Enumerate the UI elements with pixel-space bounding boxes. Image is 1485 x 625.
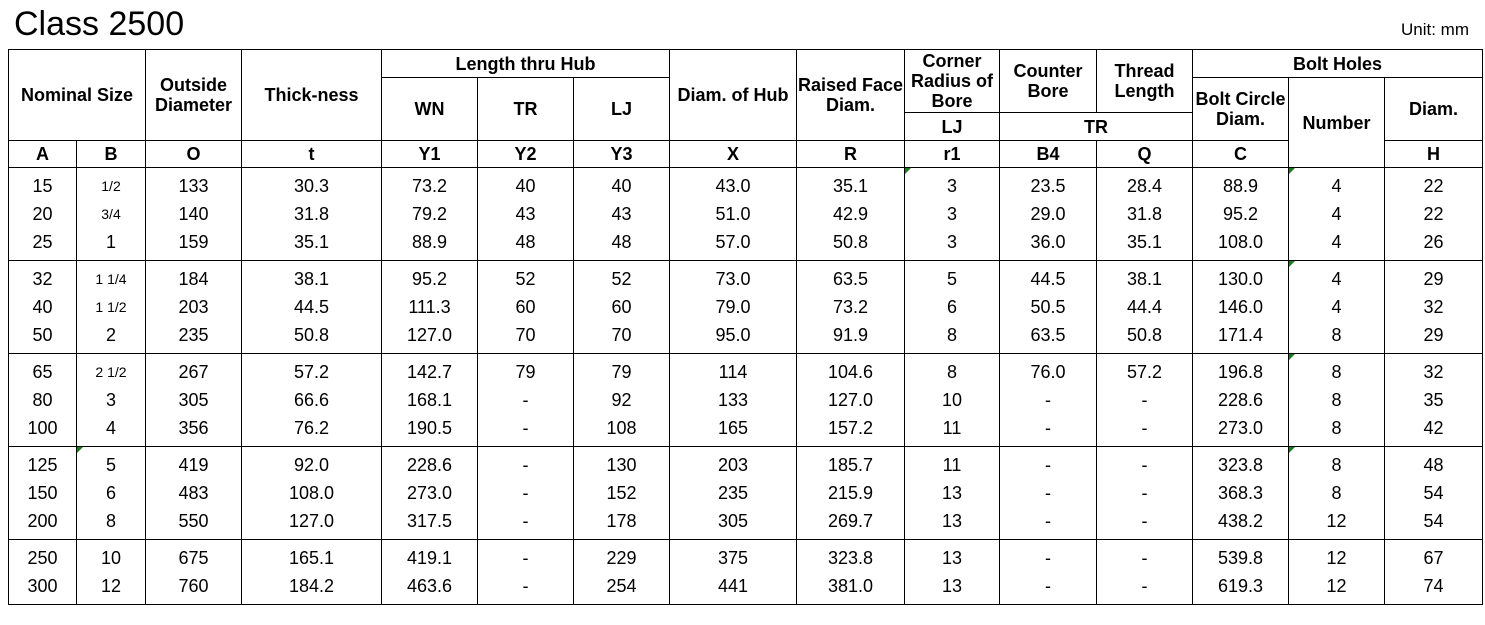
cell-diam-of-hub: 305 [670, 507, 797, 540]
header-sym-y2: Y2 [478, 141, 574, 168]
cell-thickness: 44.5 [242, 293, 382, 321]
cell-thread-length: - [1097, 479, 1193, 507]
cell-bolt-number: 12 [1289, 572, 1385, 605]
cell-thickness: 38.1 [242, 261, 382, 294]
cell-nominal-a: 20 [9, 200, 77, 228]
header-corner-radius: Corner Radius of Bore [905, 50, 1000, 113]
cell-counter-bore: 23.5 [1000, 168, 1097, 201]
cell-tr: 43 [478, 200, 574, 228]
cell-outside-diameter: 356 [146, 414, 242, 447]
header-sym-y1: Y1 [382, 141, 478, 168]
cell-bolt-diam: 54 [1385, 507, 1483, 540]
cell-diam-of-hub: 203 [670, 447, 797, 480]
header-sym-a: A [9, 141, 77, 168]
header-bolt-holes: Bolt Holes [1193, 50, 1483, 78]
cell-nominal-b: 12 [77, 572, 146, 605]
cell-bolt-number: 12 [1289, 540, 1385, 573]
table-row [9, 572, 1483, 605]
cell-wn: 273.0 [382, 479, 478, 507]
cell-corner-radius: 11 [905, 414, 1000, 447]
cell-thread-length: 35.1 [1097, 228, 1193, 261]
cell-bolt-number: 8 [1289, 321, 1385, 354]
cell-nominal-a: 100 [9, 414, 77, 447]
header-outside-diameter: Outside Diameter [146, 50, 242, 141]
cell-counter-bore: 50.5 [1000, 293, 1097, 321]
table-row [9, 293, 1483, 321]
cell-wn: 111.3 [382, 293, 478, 321]
cell-raised-face: 157.2 [797, 414, 905, 447]
cell-tr: 70 [478, 321, 574, 354]
header-nominal-size: Nominal Size [9, 50, 146, 141]
cell-lj: 48 [574, 228, 670, 261]
cell-counter-bore: - [1000, 507, 1097, 540]
cell-tr: 60 [478, 293, 574, 321]
cell-raised-face: 269.7 [797, 507, 905, 540]
table-row [9, 540, 1483, 573]
cell-diam-of-hub: 375 [670, 540, 797, 573]
cell-diam-of-hub: 165 [670, 414, 797, 447]
header-sym-b: B [77, 141, 146, 168]
table-row [9, 200, 1483, 228]
cell-bolt-number: 8 [1289, 386, 1385, 414]
cell-tr: 48 [478, 228, 574, 261]
header-number: Number [1289, 78, 1385, 168]
cell-nominal-b: 8 [77, 507, 146, 540]
cell-wn: 168.1 [382, 386, 478, 414]
cell-corner-radius: 8 [905, 354, 1000, 387]
cell-bolt-diam: 32 [1385, 293, 1483, 321]
cell-bolt-diam: 29 [1385, 321, 1483, 354]
cell-thickness: 108.0 [242, 479, 382, 507]
cell-nominal-b: 3 [77, 386, 146, 414]
header-raised-face-diam: Raised Face Diam. [797, 50, 905, 141]
cell-diam-of-hub: 79.0 [670, 293, 797, 321]
cell-bolt-number: 4 [1289, 168, 1385, 201]
cell-bolt-number: 8 [1289, 414, 1385, 447]
cell-thickness: 35.1 [242, 228, 382, 261]
cell-counter-bore: 36.0 [1000, 228, 1097, 261]
cell-thread-length: 44.4 [1097, 293, 1193, 321]
table-row [9, 414, 1483, 447]
cell-nominal-b: 1 1/2 [77, 293, 146, 321]
cell-wn: 142.7 [382, 354, 478, 387]
cell-bolt-circle: 171.4 [1193, 321, 1289, 354]
cell-raised-face: 215.9 [797, 479, 905, 507]
cell-wn: 317.5 [382, 507, 478, 540]
table-row [9, 168, 1483, 201]
cell-thread-length: 57.2 [1097, 354, 1193, 387]
cell-counter-bore: 44.5 [1000, 261, 1097, 294]
cell-raised-face: 323.8 [797, 540, 905, 573]
cell-counter-bore: - [1000, 572, 1097, 605]
cell-raised-face: 185.7 [797, 447, 905, 480]
cell-bolt-circle: 196.8 [1193, 354, 1289, 387]
cell-thread-length: 50.8 [1097, 321, 1193, 354]
cell-corner-radius: 13 [905, 540, 1000, 573]
cell-corner-radius: 11 [905, 447, 1000, 480]
table-row [9, 228, 1483, 261]
cell-tr: - [478, 507, 574, 540]
cell-lj: 108 [574, 414, 670, 447]
cell-thread-length: - [1097, 540, 1193, 573]
cell-lj: 40 [574, 168, 670, 201]
cell-nominal-a: 40 [9, 293, 77, 321]
cell-bolt-circle: 438.2 [1193, 507, 1289, 540]
cell-lj: 152 [574, 479, 670, 507]
table-row [9, 447, 1483, 480]
header-sym-t: t [242, 141, 382, 168]
cell-thread-length: 28.4 [1097, 168, 1193, 201]
cell-bolt-diam: 32 [1385, 354, 1483, 387]
cell-nominal-b: 6 [77, 479, 146, 507]
header-lj: LJ [574, 78, 670, 141]
table-row [9, 507, 1483, 540]
cell-counter-bore: - [1000, 540, 1097, 573]
header-counter-thread-tr: TR [1000, 113, 1193, 141]
cell-tr: - [478, 540, 574, 573]
cell-corner-radius: 13 [905, 572, 1000, 605]
cell-raised-face: 42.9 [797, 200, 905, 228]
cell-corner-radius: 8 [905, 321, 1000, 354]
cell-bolt-number: 12 [1289, 507, 1385, 540]
cell-tr: 79 [478, 354, 574, 387]
cell-lj: 229 [574, 540, 670, 573]
cell-tr: - [478, 479, 574, 507]
cell-bolt-circle: 228.6 [1193, 386, 1289, 414]
cell-thickness: 31.8 [242, 200, 382, 228]
cell-lj: 178 [574, 507, 670, 540]
cell-bolt-diam: 42 [1385, 414, 1483, 447]
cell-thread-length: - [1097, 386, 1193, 414]
cell-nominal-b: 2 [77, 321, 146, 354]
cell-nominal-b: 3/4 [77, 200, 146, 228]
header-sym-r: R [797, 141, 905, 168]
cell-nominal-b: 1 [77, 228, 146, 261]
cell-outside-diameter: 419 [146, 447, 242, 480]
cell-bolt-circle: 619.3 [1193, 572, 1289, 605]
cell-thickness: 76.2 [242, 414, 382, 447]
cell-outside-diameter: 760 [146, 572, 242, 605]
table-row [9, 354, 1483, 387]
header-wn: WN [382, 78, 478, 141]
cell-tr: - [478, 572, 574, 605]
cell-outside-diameter: 159 [146, 228, 242, 261]
header-sym-y3: Y3 [574, 141, 670, 168]
cell-outside-diameter: 203 [146, 293, 242, 321]
header-counter-bore: Counter Bore [1000, 50, 1097, 113]
header-length-thru-hub: Length thru Hub [382, 50, 670, 78]
cell-nominal-a: 50 [9, 321, 77, 354]
cell-bolt-circle: 323.8 [1193, 447, 1289, 480]
cell-nominal-a: 15 [9, 168, 77, 201]
cell-corner-radius: 3 [905, 228, 1000, 261]
cell-lj: 92 [574, 386, 670, 414]
header-diam: Diam. [1385, 78, 1483, 141]
cell-wn: 463.6 [382, 572, 478, 605]
cell-bolt-number: 8 [1289, 479, 1385, 507]
page-title: Class 2500 [14, 5, 185, 43]
cell-raised-face: 73.2 [797, 293, 905, 321]
cell-outside-diameter: 140 [146, 200, 242, 228]
table-row [9, 479, 1483, 507]
header-sym-q: Q [1097, 141, 1193, 168]
cell-bolt-diam: 26 [1385, 228, 1483, 261]
cell-outside-diameter: 235 [146, 321, 242, 354]
cell-thread-length: - [1097, 572, 1193, 605]
header-sym-r1: r1 [905, 141, 1000, 168]
cell-outside-diameter: 184 [146, 261, 242, 294]
cell-diam-of-hub: 95.0 [670, 321, 797, 354]
header-thread-length: Thread Length [1097, 50, 1193, 113]
cell-lj: 254 [574, 572, 670, 605]
cell-bolt-number: 4 [1289, 293, 1385, 321]
cell-corner-radius: 3 [905, 168, 1000, 201]
cell-raised-face: 50.8 [797, 228, 905, 261]
cell-lj: 60 [574, 293, 670, 321]
header-thickness: Thick-ness [242, 50, 382, 141]
cell-nominal-b: 4 [77, 414, 146, 447]
cell-counter-bore: - [1000, 447, 1097, 480]
cell-bolt-circle: 368.3 [1193, 479, 1289, 507]
cell-thickness: 30.3 [242, 168, 382, 201]
cell-tr: - [478, 386, 574, 414]
cell-raised-face: 381.0 [797, 572, 905, 605]
cell-outside-diameter: 305 [146, 386, 242, 414]
cell-wn: 228.6 [382, 447, 478, 480]
cell-thickness: 50.8 [242, 321, 382, 354]
cell-diam-of-hub: 73.0 [670, 261, 797, 294]
cell-nominal-a: 300 [9, 572, 77, 605]
header-sym-h: H [1385, 141, 1483, 168]
header-corner-radius-lj: LJ [905, 113, 1000, 141]
symbol-row [9, 141, 1483, 168]
cell-nominal-a: 150 [9, 479, 77, 507]
cell-counter-bore: - [1000, 414, 1097, 447]
cell-thread-length: 31.8 [1097, 200, 1193, 228]
cell-wn: 79.2 [382, 200, 478, 228]
cell-raised-face: 91.9 [797, 321, 905, 354]
cell-thickness: 92.0 [242, 447, 382, 480]
cell-thickness: 127.0 [242, 507, 382, 540]
cell-nominal-a: 125 [9, 447, 77, 480]
cell-counter-bore: - [1000, 386, 1097, 414]
cell-counter-bore: 76.0 [1000, 354, 1097, 387]
header-diam-of-hub: Diam. of Hub [670, 50, 797, 141]
cell-corner-radius: 13 [905, 479, 1000, 507]
cell-diam-of-hub: 51.0 [670, 200, 797, 228]
cell-bolt-diam: 22 [1385, 168, 1483, 201]
cell-thickness: 66.6 [242, 386, 382, 414]
cell-outside-diameter: 267 [146, 354, 242, 387]
cell-nominal-b: 5 [77, 447, 146, 480]
cell-raised-face: 104.6 [797, 354, 905, 387]
table-row [9, 386, 1483, 414]
table-row [9, 321, 1483, 354]
cell-lj: 130 [574, 447, 670, 480]
cell-diam-of-hub: 133 [670, 386, 797, 414]
cell-bolt-number: 8 [1289, 447, 1385, 480]
header-sym-o: O [146, 141, 242, 168]
cell-bolt-circle: 539.8 [1193, 540, 1289, 573]
cell-lj: 79 [574, 354, 670, 387]
cell-bolt-number: 4 [1289, 200, 1385, 228]
cell-counter-bore: 63.5 [1000, 321, 1097, 354]
cell-tr: 52 [478, 261, 574, 294]
cell-bolt-diam: 67 [1385, 540, 1483, 573]
cell-raised-face: 35.1 [797, 168, 905, 201]
cell-corner-radius: 13 [905, 507, 1000, 540]
cell-nominal-b: 2 1/2 [77, 354, 146, 387]
cell-bolt-circle: 95.2 [1193, 200, 1289, 228]
cell-wn: 88.9 [382, 228, 478, 261]
cell-corner-radius: 5 [905, 261, 1000, 294]
cell-thread-length: - [1097, 507, 1193, 540]
cell-wn: 190.5 [382, 414, 478, 447]
cell-lj: 70 [574, 321, 670, 354]
cell-thread-length: 38.1 [1097, 261, 1193, 294]
cell-nominal-a: 65 [9, 354, 77, 387]
cell-raised-face: 127.0 [797, 386, 905, 414]
cell-raised-face: 63.5 [797, 261, 905, 294]
cell-bolt-number: 4 [1289, 228, 1385, 261]
cell-bolt-number: 8 [1289, 354, 1385, 387]
cell-bolt-diam: 35 [1385, 386, 1483, 414]
header-sym-b4: B4 [1000, 141, 1097, 168]
cell-counter-bore: 29.0 [1000, 200, 1097, 228]
cell-nominal-a: 200 [9, 507, 77, 540]
cell-diam-of-hub: 114 [670, 354, 797, 387]
cell-wn: 419.1 [382, 540, 478, 573]
cell-wn: 127.0 [382, 321, 478, 354]
cell-bolt-circle: 273.0 [1193, 414, 1289, 447]
cell-diam-of-hub: 57.0 [670, 228, 797, 261]
cell-nominal-a: 32 [9, 261, 77, 294]
cell-bolt-circle: 146.0 [1193, 293, 1289, 321]
cell-outside-diameter: 483 [146, 479, 242, 507]
cell-nominal-a: 80 [9, 386, 77, 414]
unit-label: Unit: mm [1401, 20, 1469, 39]
cell-wn: 95.2 [382, 261, 478, 294]
cell-bolt-number: 4 [1289, 261, 1385, 294]
table-body [9, 168, 1483, 605]
cell-nominal-b: 1 1/4 [77, 261, 146, 294]
cell-bolt-circle: 88.9 [1193, 168, 1289, 201]
cell-tr: 40 [478, 168, 574, 201]
cell-wn: 73.2 [382, 168, 478, 201]
cell-bolt-diam: 29 [1385, 261, 1483, 294]
header-tr: TR [478, 78, 574, 141]
cell-bolt-diam: 22 [1385, 200, 1483, 228]
cell-lj: 52 [574, 261, 670, 294]
cell-nominal-b: 10 [77, 540, 146, 573]
cell-nominal-b: 1/2 [77, 168, 146, 201]
cell-diam-of-hub: 441 [670, 572, 797, 605]
cell-bolt-circle: 108.0 [1193, 228, 1289, 261]
cell-lj: 43 [574, 200, 670, 228]
flange-dimension-table [8, 49, 1483, 605]
cell-bolt-diam: 74 [1385, 572, 1483, 605]
cell-thickness: 184.2 [242, 572, 382, 605]
cell-corner-radius: 3 [905, 200, 1000, 228]
header-bolt-circle-diam: Bolt Circle Diam. [1193, 78, 1289, 141]
cell-outside-diameter: 133 [146, 168, 242, 201]
cell-bolt-circle: 130.0 [1193, 261, 1289, 294]
cell-bolt-diam: 54 [1385, 479, 1483, 507]
cell-bolt-diam: 48 [1385, 447, 1483, 480]
cell-corner-radius: 6 [905, 293, 1000, 321]
cell-tr: - [478, 447, 574, 480]
cell-outside-diameter: 675 [146, 540, 242, 573]
cell-thread-length: - [1097, 414, 1193, 447]
header-sym-c: C [1193, 141, 1289, 168]
cell-nominal-a: 250 [9, 540, 77, 573]
cell-nominal-a: 25 [9, 228, 77, 261]
cell-tr: - [478, 414, 574, 447]
table-row [9, 261, 1483, 294]
cell-diam-of-hub: 235 [670, 479, 797, 507]
cell-counter-bore: - [1000, 479, 1097, 507]
cell-thread-length: - [1097, 447, 1193, 480]
cell-thickness: 165.1 [242, 540, 382, 573]
cell-thickness: 57.2 [242, 354, 382, 387]
header-sym-x: X [670, 141, 797, 168]
cell-outside-diameter: 550 [146, 507, 242, 540]
cell-corner-radius: 10 [905, 386, 1000, 414]
cell-diam-of-hub: 43.0 [670, 168, 797, 201]
